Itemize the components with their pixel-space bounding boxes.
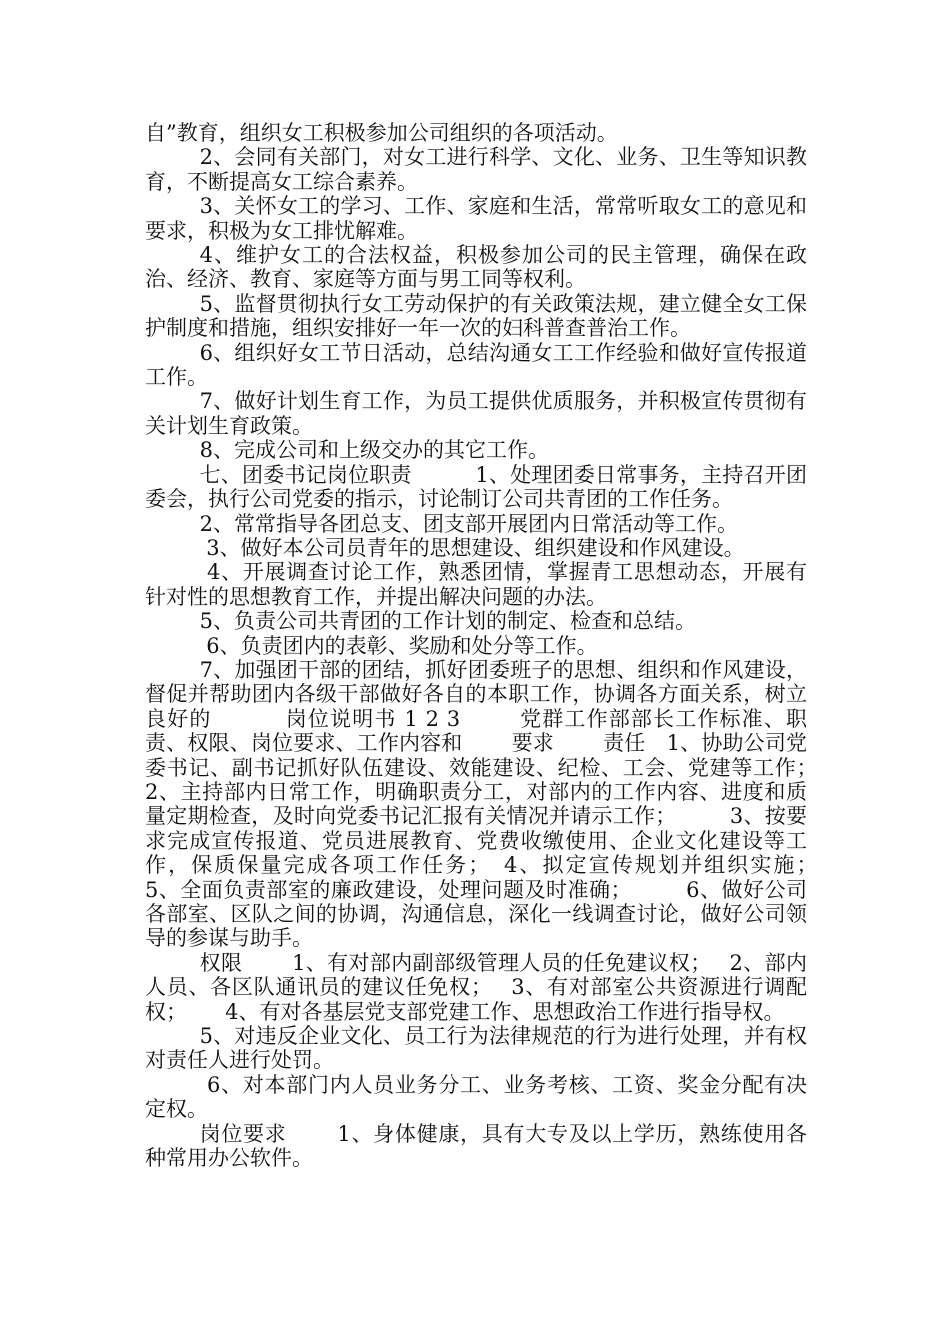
document-body [145, 121, 870, 1171]
paragraph: 5、监督贯彻执行女工劳动保护的有关政策法规，建立健全女工保护制度和措施，组织安排好一年一次的妇科普查普治工作。 [145, 291, 807, 341]
paragraph: 3、做好本公司员青年的思想建设、组织建设和作风建设。 [199, 535, 745, 560]
paragraph: 5、对违反企业文化、员工行为法律规范的行为进行处理，并有权对责任人进行处罚。 [145, 1024, 807, 1073]
paragraph: 4、维护女工的合法权益，积极参加公司的民主管理，确保在政治、经济、教育、家庭等方面与男工同等权利。 [145, 243, 807, 292]
paragraph: 七、团委书记岗位职责 1、处理团委日常事务，主持召开团委会，执行公司党委的指示，讨论制订公司共青团的工作任务。 [145, 462, 807, 512]
paragraph: 2、常常指导各团总支、团支部开展团内日常活动等工作。 [199, 511, 738, 536]
paragraph: 3、关怀女工的学习、工作、家庭和生活，常常听取女工的意见和要求，积极为女工排忧解难。 [145, 194, 807, 243]
paragraph: 7、加强团干部的团结，抓好团委班子的思想、组织和作风建设，督促并帮助团内各级干部做好各自的本职工作，协调各方面关系，树立良好的 岗位说明书 1 2 3 党群工作部部长工作标准、职责、权限、岗位要求、工作内容和 要求 责任 1、协助公司党委书记、副书记抓好队伍建设、效能建设、纪检、工会、党建等工作； 2、主持部内日常工作，明确职责分工，对部内的工作内容、进度和质量定期检查，及时向党委书记汇报有关情况并请示工作； 3、按要求完成宣传报道、党员进展教育、党费收缴使用、企业文化建设等工作，保质保量完成各项工作任务； 4、拟定宣传规划并组织实施； 5、全面负责部室的廉政建设，处理问题及时准确； 6、做好公司各部室、区队之间的协调，沟通信息，深化一线调查讨论，做好公司领导的参谋与助手。 [145, 657, 870, 951]
paragraph: 权限 1、有对部内副部级管理人员的任免建议权； 2、部内人员、各区队通讯员的建议任免权； 3、有对部室公共资源进行调配权； 4、有对各基层党支部党建工作、思想政治工作进行指导权。 [145, 950, 807, 1024]
paragraph: 6、负责团内的表彰、奖励和处分等工作。 [199, 633, 598, 658]
paragraph: 7、做好计划生育工作，为员工提供优质服务，并积极宣传贯彻有关计划生育政策。 [145, 389, 807, 438]
paragraph: 自”教育，组织女工积极参加公司组织的各项活动。 [145, 121, 618, 145]
paragraph: 8、完成公司和上级交办的其它工作。 [199, 438, 549, 463]
paragraph: 5、负责公司共青团的工作计划的制定、检查和总结。 [199, 609, 696, 634]
paragraph: 2、会同有关部门，对女工进行科学、文化、业务、卫生等知识教育，不断提高女工综合素养。 [145, 145, 807, 194]
paragraph: 岗位要求 1、身体健康，具有大专及以上学历，熟练使用各种常用办公软件。 [145, 1121, 807, 1171]
paragraph: 6、组织好女工节日活动，总结沟通女工工作经验和做好宣传报道工作。 [145, 340, 807, 390]
paragraph: 6、对本部门内人员业务分工、业务考核、工资、奖金分配有决定权。 [145, 1072, 807, 1122]
paragraph: 4、开展调查讨论工作，熟悉团情，掌握青工思想动态，开展有针对性的思想教育工作，并提出解决问题的办法。 [145, 560, 807, 609]
